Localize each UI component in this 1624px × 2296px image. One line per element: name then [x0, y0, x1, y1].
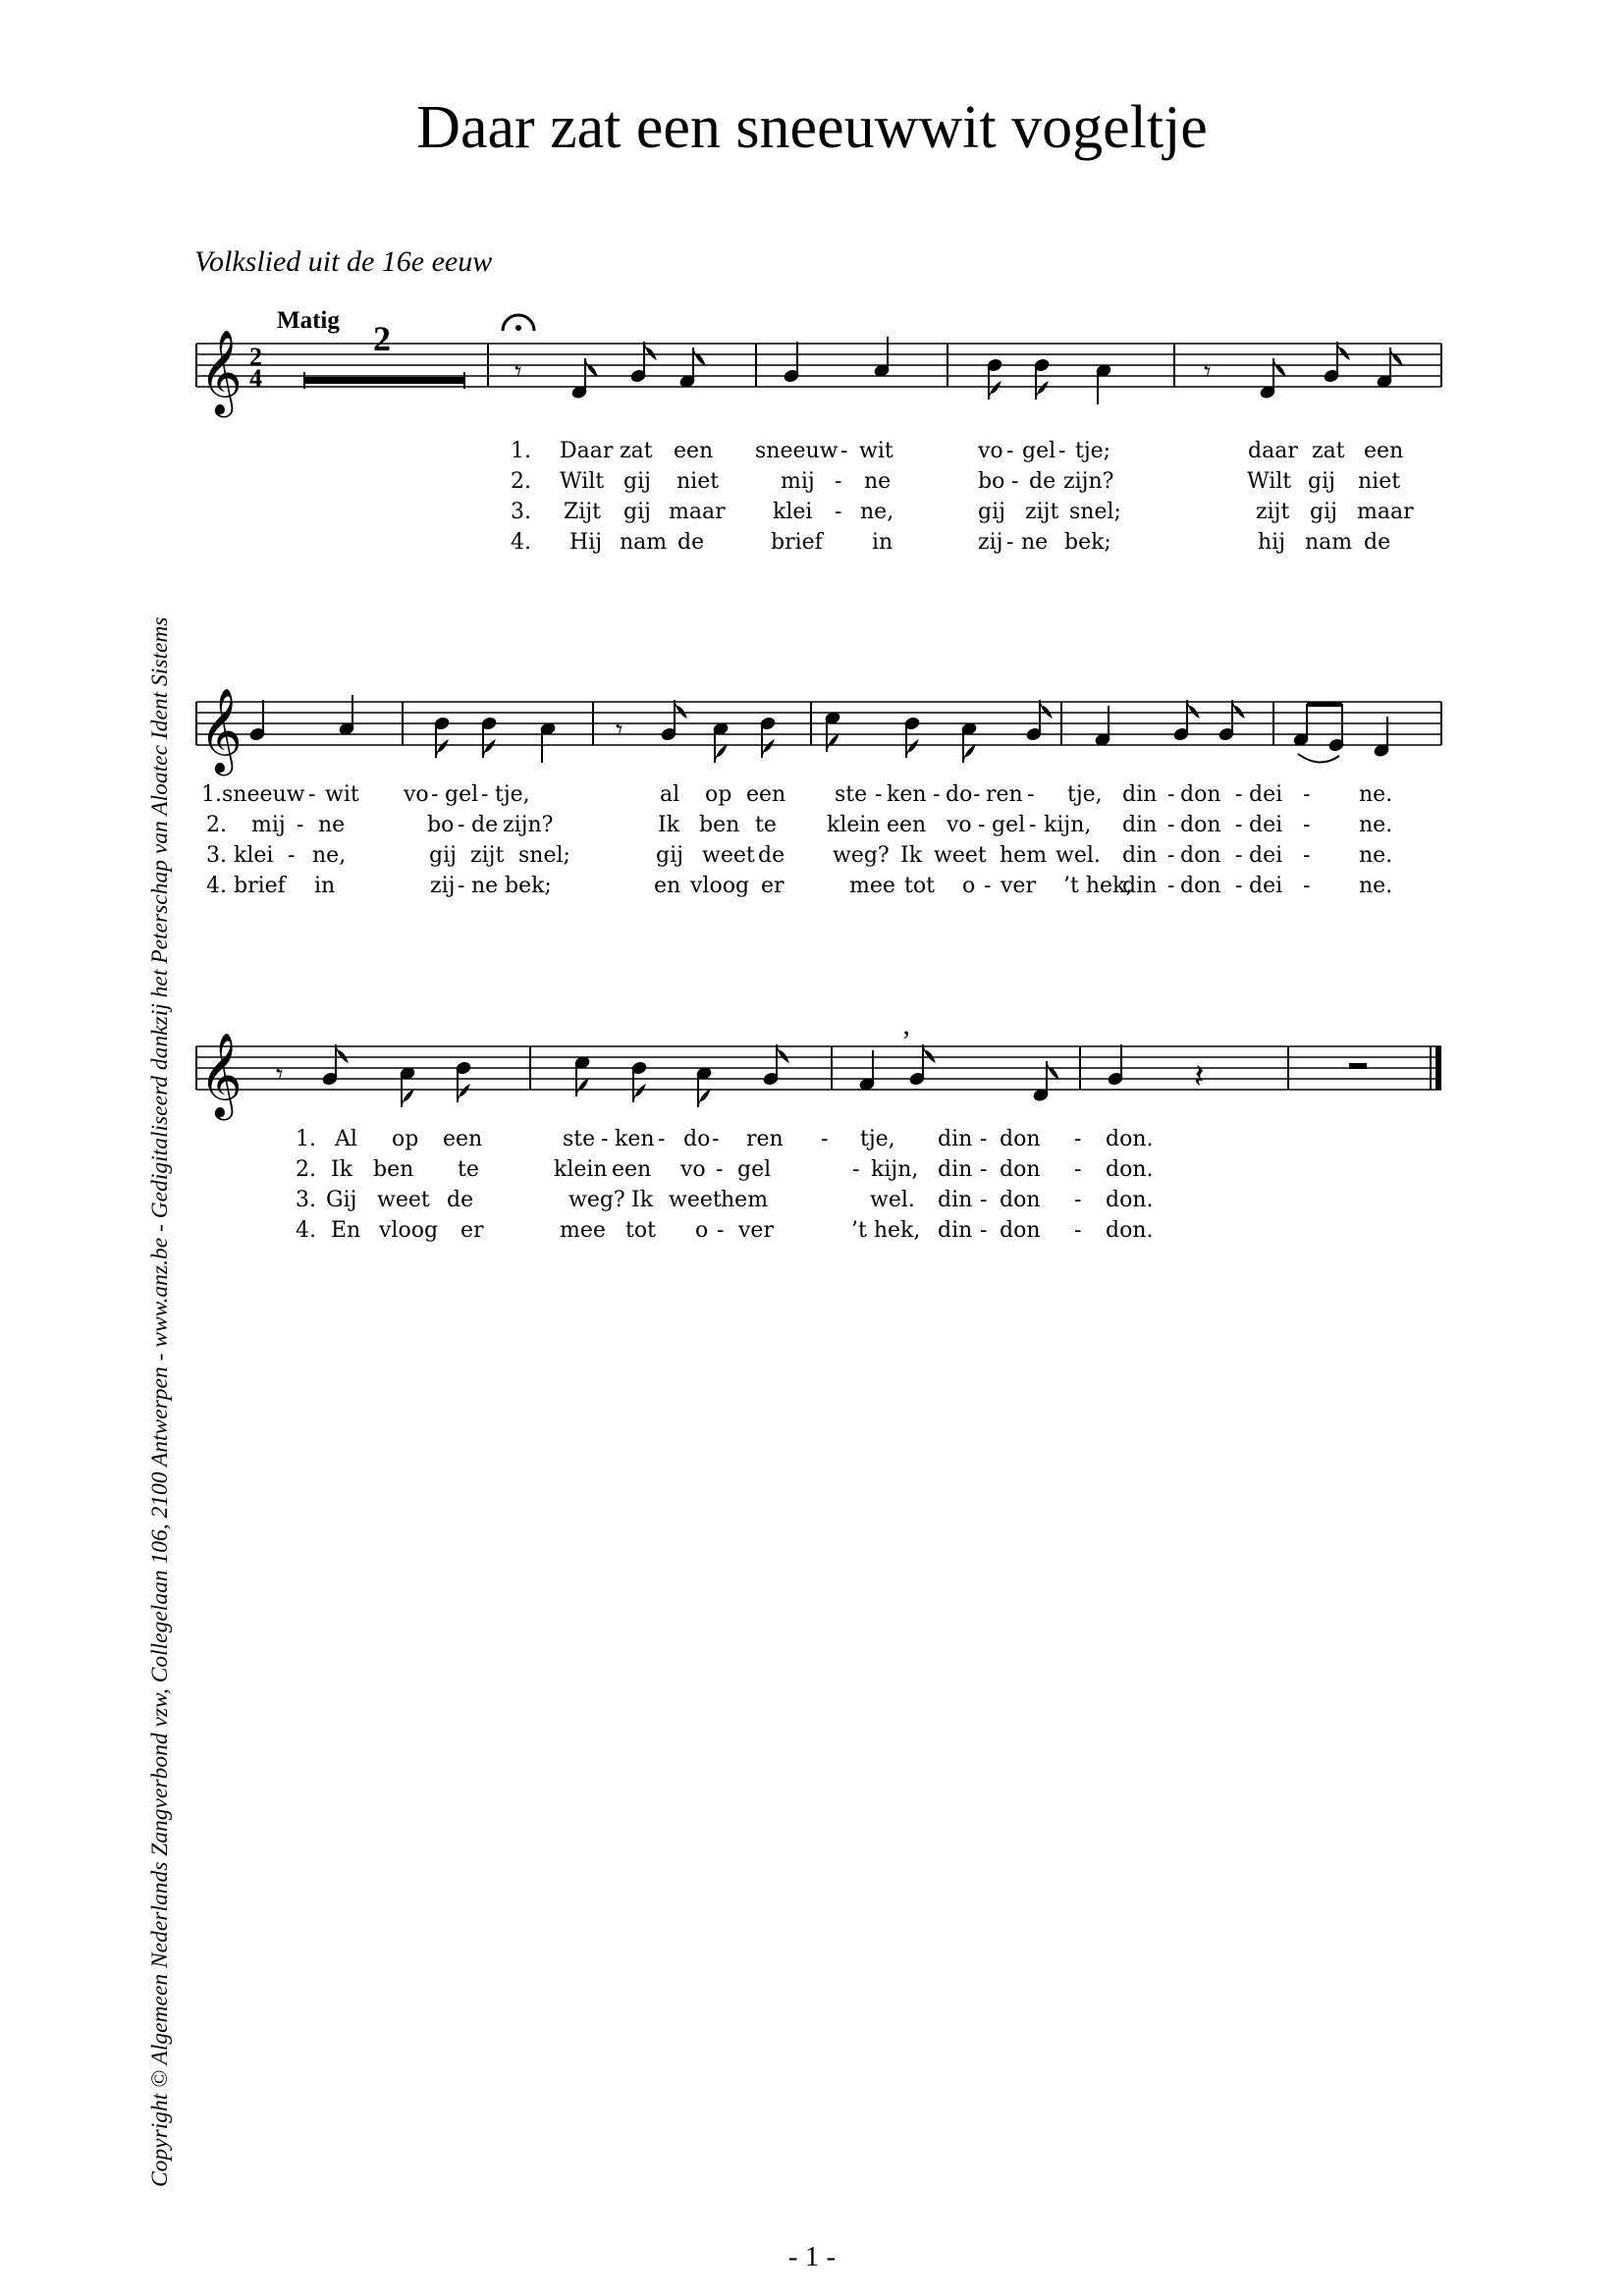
lyric-syllable: klei — [773, 500, 813, 524]
lyric-syllable: dei — [1249, 874, 1283, 898]
lyric-syllable: te — [755, 813, 777, 837]
lyric-hyphen: - — [1074, 1188, 1082, 1212]
lyric-syllable: een — [443, 1127, 483, 1151]
lyric-syllable: gel — [992, 813, 1026, 837]
lyric-hyphen: - — [933, 782, 941, 807]
lyric-syllable: ne. — [1359, 843, 1393, 868]
staff-system-3 — [0, 1021, 1624, 1168]
verse-number: 2. — [511, 469, 531, 494]
lyric-hyphen: - — [980, 1157, 988, 1182]
lyric-syllable: vo — [680, 1157, 706, 1182]
lyric-syllable: gel — [1022, 439, 1056, 463]
lyric-hyphen: - — [1235, 782, 1243, 807]
lyric-syllable: ken — [615, 1127, 655, 1151]
half-rest — [1349, 1063, 1367, 1069]
lyric-hyphen: - — [1029, 813, 1037, 837]
verse-number: 1. — [201, 782, 222, 807]
lyric-hyphen: - — [717, 1218, 725, 1243]
lyric-syllable: wel. — [1056, 843, 1101, 868]
lyric-syllable: gij — [623, 469, 651, 494]
note — [961, 721, 978, 763]
lyric-syllable: nam — [1305, 530, 1353, 555]
lyric-syllable: sneeuw — [222, 782, 305, 807]
lyric-syllable: zijt — [1025, 500, 1059, 524]
lyric-syllable: Al — [335, 1127, 357, 1151]
time-signature-top: 2 — [249, 343, 262, 371]
note — [249, 700, 266, 741]
verse-number: 2. — [296, 1157, 316, 1182]
lyric-hyphen: - — [1167, 843, 1175, 868]
lyric-syllable: don. — [1106, 1157, 1154, 1182]
lyric-syllable: de — [677, 530, 705, 555]
note — [713, 721, 730, 763]
staff-lines — [196, 1046, 1441, 1090]
lyric-syllable: Ik — [900, 843, 923, 868]
lyric-syllable: maar — [1357, 500, 1414, 524]
lyric-hyphen: - — [973, 782, 981, 807]
lyric-syllable: bek; — [505, 874, 552, 898]
lyric-hyphen: - — [835, 469, 842, 494]
lyric-syllable: tje, — [860, 1127, 895, 1151]
lyric-hyphen: - — [1235, 874, 1243, 898]
lyric-hyphen: - — [1074, 1157, 1082, 1182]
lyric-syllable: zijt — [470, 843, 505, 868]
lyric-syllable: klein — [554, 1157, 608, 1182]
note — [696, 1066, 713, 1107]
lyric-syllable: ne. — [1359, 782, 1393, 807]
verse-number: 4. — [511, 530, 531, 555]
lyric-syllable: o — [962, 874, 976, 898]
lyric-syllable: don. — [1106, 1127, 1154, 1151]
beam — [1307, 702, 1342, 707]
copyright-notice: Copyright © Algemeen Nederlands Zangverbond vzw, Collegelaan 106, 2100 Antwerpen - www.anz.be - Gedigitaliseerd dankzij het Peterschap van Aloatec Ident Sistems — [147, 616, 173, 2187]
lyric-syllable: er — [460, 1218, 484, 1243]
verse-number: 4. — [296, 1218, 316, 1243]
lyric-syllable: snel; — [1069, 500, 1121, 524]
lyric-syllable: zijn? — [1063, 469, 1114, 494]
lyric-syllable: wel. — [870, 1188, 915, 1212]
note — [322, 1044, 348, 1086]
lyric-syllable: nam — [620, 530, 668, 555]
lyric-syllable: din — [1122, 813, 1158, 837]
lyric-syllable: din — [938, 1218, 973, 1243]
note — [1324, 342, 1349, 383]
lyric-syllable: ver — [1001, 874, 1036, 898]
eighth-rest: 𝄾 — [616, 716, 623, 746]
lyric-syllable: din — [1122, 843, 1158, 868]
lyric-syllable: din — [938, 1127, 973, 1151]
note — [630, 342, 656, 383]
lyric-hyphen: - — [458, 813, 465, 837]
note — [481, 717, 498, 758]
lyric-syllable: o — [695, 1218, 709, 1243]
lyric-syllable: gij — [1310, 500, 1337, 524]
staff-lines — [196, 702, 1441, 745]
lyric-syllable: een — [746, 782, 786, 807]
lyric-syllable: ’t hek, — [1063, 874, 1133, 898]
lyric-hyphen: - — [980, 1218, 988, 1243]
lyric-syllable: de — [471, 813, 499, 837]
lyric-syllable: ren — [746, 1127, 784, 1151]
lyric-syllable: een — [674, 439, 714, 463]
lyric-syllable: zat — [620, 439, 653, 463]
lyric-syllable: dei — [1249, 813, 1283, 837]
lyric-syllable: mee — [849, 874, 895, 898]
treble-clef-icon: 𝄞 — [199, 691, 243, 772]
lyric-syllable: tot — [625, 1218, 656, 1243]
lyric-syllable: dei — [1249, 843, 1283, 868]
lyric-syllable: een — [887, 813, 927, 837]
lyric-hyphen: - — [458, 874, 465, 898]
lyric-syllable: mij — [781, 469, 815, 494]
lyric-hyphen: - — [1058, 439, 1066, 463]
multirest-count: 2 — [373, 319, 391, 358]
verse-number: 1. — [511, 439, 531, 463]
lyric-hyphen: - — [1303, 874, 1311, 898]
note — [1034, 358, 1051, 400]
lyric-syllable: weet — [377, 1188, 430, 1212]
treble-clef-icon: 𝄞 — [199, 333, 243, 413]
lyric-syllable: Wilt — [1247, 469, 1292, 494]
lyric-hyphen: - — [1006, 439, 1014, 463]
breath-mark: ’ — [901, 1025, 911, 1057]
note — [1108, 1044, 1124, 1086]
lyric-syllable: don. — [1106, 1218, 1154, 1243]
lyric-syllable: klei — [234, 843, 274, 868]
lyric-syllable: gel — [445, 782, 479, 807]
lyric-hyphen: - — [1006, 530, 1014, 555]
lyric-hyphen: - — [978, 813, 986, 837]
lyric-syllable: maar — [669, 500, 726, 524]
lyric-hyphen: - — [1303, 843, 1311, 868]
lyric-syllable: zijt — [1256, 500, 1290, 524]
lyric-syllable: snel; — [518, 843, 570, 868]
lyric-syllable: gel — [737, 1157, 772, 1182]
lyric-syllable: Ik — [631, 1188, 654, 1212]
lyric-syllable: weet — [934, 843, 987, 868]
lyric-syllable: gij — [656, 843, 683, 868]
note — [1026, 700, 1052, 741]
note — [760, 717, 777, 758]
lyric-syllable: kijn, — [1044, 813, 1092, 837]
lyric-syllable: din — [1122, 874, 1158, 898]
lyric-syllable: ren — [986, 782, 1023, 807]
lyric-syllable: ne. — [1359, 874, 1393, 898]
lyric-syllable: daar — [1248, 439, 1298, 463]
page-number: - 1 - — [787, 2241, 837, 2272]
note — [540, 721, 557, 763]
lyric-syllable: ne, — [860, 500, 894, 524]
lyric-hyphen: - — [481, 782, 489, 807]
lyric-syllable: don — [1180, 874, 1221, 898]
note — [987, 358, 1003, 400]
subtitle: Volkslied uit de 16e eeuw — [194, 245, 493, 278]
lyric-hyphen: - — [1167, 782, 1175, 807]
lyric-syllable: din — [938, 1157, 973, 1182]
lyric-syllable: bo — [427, 813, 455, 837]
lyric-hyphen: - — [716, 1157, 724, 1182]
lyric-syllable: brief — [234, 874, 286, 898]
verse-number: 1. — [296, 1127, 316, 1151]
slur — [1298, 754, 1339, 763]
note — [400, 1066, 416, 1107]
lyric-syllable: de — [758, 843, 785, 868]
lyric-syllable: bo — [978, 469, 1005, 494]
lyric-syllable: sneeuw — [755, 439, 839, 463]
lyric-hyphen: - — [980, 1127, 988, 1151]
lyric-hyphen: - — [821, 1127, 829, 1151]
lyric-syllable: zijn? — [503, 813, 554, 837]
lyric-syllable: do — [683, 1127, 711, 1151]
lyric-hyphen: - — [658, 1127, 666, 1151]
lyric-syllable: hem — [721, 1188, 769, 1212]
lyric-syllable: een — [612, 1157, 652, 1182]
lyric-hyphen: - — [1074, 1127, 1082, 1151]
lyric-syllable: do — [946, 782, 973, 807]
note — [1218, 700, 1244, 741]
lyric-syllable: zij — [978, 530, 1003, 555]
lyric-syllable: wit — [325, 782, 359, 807]
lyric-syllable: don. — [1106, 1188, 1154, 1212]
lyric-syllable: mee — [560, 1218, 606, 1243]
verse-number: 3. — [206, 843, 227, 868]
lyric-syllable: de — [1029, 469, 1056, 494]
lyric-syllable: Ik — [331, 1157, 353, 1182]
fermata-icon — [503, 315, 534, 331]
lyric-hyphen: - — [980, 1188, 988, 1212]
multirest-bar — [304, 377, 464, 384]
lyric-syllable: ne, — [312, 843, 347, 868]
quarter-rest: 𝄽 — [1194, 1059, 1205, 1095]
note — [1293, 704, 1310, 747]
staff-system-1 — [0, 294, 1624, 442]
lyric-syllable: op — [392, 1127, 419, 1151]
note — [1096, 363, 1112, 404]
lyric-syllable: Wilt — [560, 469, 605, 494]
lyric-syllable: don — [1180, 782, 1221, 807]
lyric-syllable: mij — [251, 813, 286, 837]
lyric-hyphen: - — [1011, 469, 1019, 494]
lyric-syllable: gij — [1308, 469, 1335, 494]
lyric-hyphen: - — [1303, 813, 1311, 837]
lyric-hyphen: - — [712, 1127, 720, 1151]
lyric-syllable: ne. — [1359, 813, 1393, 837]
lyric-syllable: ne — [1021, 530, 1049, 555]
verse-number: 2. — [206, 813, 227, 837]
note — [784, 342, 800, 383]
lyric-syllable: ste — [563, 1127, 596, 1151]
lyric-syllable: ’t hek, — [851, 1218, 921, 1243]
lyric-syllable: niet — [1358, 469, 1401, 494]
lyric-hyphen: - — [288, 843, 296, 868]
lyric-syllable: don — [1180, 843, 1221, 868]
lyric-hyphen: - — [1235, 813, 1243, 837]
note — [434, 717, 451, 758]
lyric-syllable: zat — [1312, 439, 1345, 463]
lyric-syllable: een — [1364, 439, 1404, 463]
lyric-hyphen: - — [1027, 782, 1035, 807]
lyric-syllable: Hij — [569, 530, 603, 555]
lyric-syllable: din — [938, 1188, 973, 1212]
lyric-syllable: en — [654, 874, 681, 898]
lyric-hyphen: - — [1303, 782, 1311, 807]
note — [1328, 704, 1345, 752]
lyric-syllable: ne — [318, 813, 346, 837]
page-title: Daar zat een sneeuwwit vogeltje — [416, 94, 1208, 161]
lyric-hyphen: - — [875, 782, 883, 807]
note — [904, 717, 921, 758]
lyric-syllable: op — [705, 782, 732, 807]
treble-clef-icon: 𝄞 — [199, 1036, 243, 1116]
lyric-syllable: er — [761, 874, 785, 898]
lyric-syllable: niet — [677, 469, 720, 494]
lyric-hyphen: - — [1167, 874, 1175, 898]
lyric-syllable: tje, — [1067, 782, 1103, 807]
verse-number: 3. — [296, 1188, 316, 1212]
lyric-syllable: ben — [699, 813, 740, 837]
lyric-syllable: vloog — [690, 874, 750, 898]
lyric-syllable: don — [1180, 813, 1221, 837]
lyric-syllable: ne — [864, 469, 892, 494]
eighth-rest: 𝄾 — [514, 357, 522, 388]
lyric-syllable: Zijt — [564, 500, 601, 524]
lyric-hyphen: - — [984, 874, 992, 898]
verse-number: 4. — [206, 874, 227, 898]
lyric-syllable: hij — [1258, 530, 1286, 555]
lyric-syllable: klein — [827, 813, 881, 837]
lyric-syllable: tje; — [1075, 439, 1111, 463]
lyric-syllable: don — [1000, 1157, 1041, 1182]
lyric-syllable: de — [1364, 530, 1391, 555]
lyric-syllable: al — [660, 782, 680, 807]
lyric-syllable: kijn, — [871, 1157, 919, 1182]
lyric-syllable: vo — [404, 782, 429, 807]
lyric-syllable: ken — [887, 782, 927, 807]
note — [1173, 700, 1199, 741]
lyric-syllable: hem — [1000, 843, 1048, 868]
lyric-syllable: don — [1000, 1127, 1041, 1151]
lyric-syllable: din — [1122, 782, 1158, 807]
lyric-syllable: ne — [471, 874, 499, 898]
lyric-hyphen: - — [297, 813, 304, 837]
note — [631, 1061, 648, 1102]
lyric-syllable: in — [872, 530, 893, 555]
eighth-rest: 𝄾 — [276, 1060, 284, 1091]
lyric-hyphen: - — [840, 439, 848, 463]
lyric-syllable: vo — [947, 813, 972, 837]
lyric-syllable: dei — [1249, 782, 1283, 807]
lyric-hyphen: - — [835, 500, 842, 524]
lyric-hyphen: - — [431, 782, 439, 807]
lyric-syllable: zij — [430, 874, 456, 898]
verse-number: 3. — [511, 500, 531, 524]
final-barline — [1435, 1046, 1441, 1090]
lyric-syllable: in — [314, 874, 336, 898]
lyric-syllable: En — [331, 1218, 361, 1243]
lyric-syllable: weg? — [833, 843, 890, 868]
lyric-hyphen: - — [308, 782, 316, 807]
lyric-syllable: brief — [771, 530, 823, 555]
lyric-syllable: don — [1000, 1188, 1041, 1212]
note — [456, 1061, 472, 1102]
lyric-syllable: gij — [429, 843, 457, 868]
lyric-syllable: gij — [623, 500, 651, 524]
lyric-hyphen: - — [852, 1157, 860, 1182]
lyric-syllable: don — [1000, 1218, 1041, 1243]
lyric-syllable: te — [458, 1157, 479, 1182]
note — [661, 700, 686, 741]
lyric-syllable: weg? — [568, 1188, 625, 1212]
time-signature-bottom: 4 — [249, 364, 262, 393]
lyric-syllable: Daar — [560, 439, 614, 463]
eighth-rest: 𝄾 — [1204, 357, 1212, 388]
lyric-syllable: Ik — [658, 813, 680, 837]
lyric-hyphen: - — [601, 1127, 609, 1151]
lyric-syllable: tot — [904, 874, 935, 898]
lyric-syllable: de — [447, 1188, 474, 1212]
note — [909, 1044, 935, 1086]
lyric-hyphen: - — [1167, 813, 1175, 837]
lyric-syllable: wit — [859, 439, 893, 463]
lyric-syllable: ver — [738, 1218, 774, 1243]
lyric-syllable: bek; — [1064, 530, 1111, 555]
lyric-syllable: weet — [702, 843, 755, 868]
lyric-syllable: vloog — [379, 1218, 439, 1243]
lyric-syllable: weet — [669, 1188, 722, 1212]
lyric-syllable: tje, — [495, 782, 530, 807]
lyric-hyphen: - — [1074, 1218, 1082, 1243]
tempo-marking: Matig — [277, 307, 340, 334]
lyric-syllable: ste — [835, 782, 868, 807]
lyric-syllable: Gij — [326, 1188, 357, 1212]
note — [763, 1044, 788, 1086]
lyric-hyphen: - — [1235, 843, 1243, 868]
lyric-syllable: vo — [978, 439, 1003, 463]
lyric-syllable: gij — [978, 500, 1005, 524]
lyric-syllable: ben — [373, 1157, 414, 1182]
